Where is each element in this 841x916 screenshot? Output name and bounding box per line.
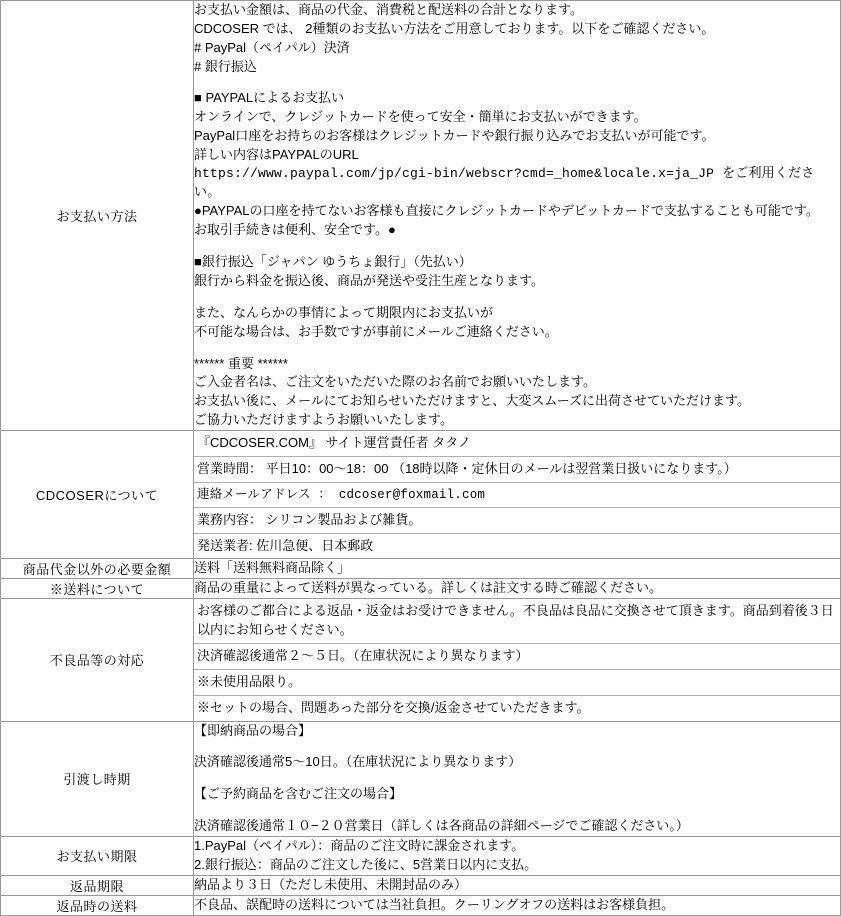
- text-line: お取引手続きは便利、安全です。●: [194, 222, 396, 238]
- row-content-return-shipping: [194, 895, 841, 915]
- text-line: お支払い金額は、商品の代金、消費税と配送料の合計となります。: [194, 2, 583, 17]
- table-body: [1, 1, 841, 916]
- row-label-extra-fees: 商品代金以外の必要金額: [1, 559, 194, 579]
- row-content-payment-deadline: [194, 836, 841, 875]
- row-content-extra-fees: [194, 559, 841, 579]
- text-line: ※未使用品限り。: [194, 670, 840, 696]
- text-line: ■ PAYPALによるお支払い: [194, 90, 345, 106]
- text-line: 決済確認後通常１０−２０営業日（詳しくは各商品の詳細ページでご確認ください。）: [194, 818, 689, 834]
- text-line: 決済確認後通常２〜５日。（在庫状況により異なります）: [194, 644, 840, 670]
- row-label-return-deadline: 返品期限: [1, 875, 194, 895]
- text-spacer: [194, 740, 840, 753]
- row-content-payment-method: [194, 1, 841, 431]
- text-line: # PayPal（ペイパル）決済: [194, 39, 350, 55]
- text-line: 営業時間： 平日10：00〜18：00 （18時以降・定休日のメールは翌営業日扱いになります。）: [194, 457, 840, 483]
- text-line: 詳しい内容はPAYPALのURL: [194, 146, 359, 162]
- text-line: 発送業者: 佐川急便、日本郵政: [197, 537, 374, 553]
- row-content-about: [194, 430, 841, 559]
- text-line: また、なんらかの事情によって期限内にお支払いが: [194, 304, 494, 320]
- table-row: [1, 1, 841, 431]
- text-spacer: [194, 342, 840, 355]
- row-label-delivery-time: 引渡し時期: [1, 721, 194, 836]
- text-spacer: [194, 76, 840, 89]
- row-content-return-deadline: [194, 875, 841, 895]
- text-line: ※セットの場合、問題あった部分を交換/返金させていただきます。: [197, 699, 590, 715]
- table-row: [1, 875, 841, 895]
- text-line: 業務内容： シリコン製品および雑貨。: [194, 508, 840, 534]
- text-line: ●PAYPALの口座を持てないお客様も直接にクレジットカードやデビットカードで支払することも可能です。: [194, 203, 819, 219]
- row-label-payment-deadline: お支払い期限: [1, 836, 194, 875]
- text-line: 不良品、誤配時の送料については当社負担。クーリングオフの送料はお客様負担。: [194, 896, 675, 912]
- text-line: 商品の重量によって送料が異なっている。詳しくは註文する時ご確認ください。: [194, 580, 663, 596]
- row-label-about: CDCOSERについて: [1, 430, 194, 559]
- text-spacer: [194, 772, 840, 785]
- text-spacer: [194, 240, 840, 253]
- table-row: [1, 599, 841, 721]
- text-line: # 銀行振込: [194, 58, 257, 74]
- table-row: [1, 836, 841, 875]
- paypal-url-line: https://www.paypal.com/jp/cgi-bin/webscr?cmd=_home&locale.x=ja_JP をご利用ください。: [194, 165, 815, 200]
- text-line: ご協力いただけますようお願いいたします。: [194, 412, 453, 428]
- table-row: [1, 579, 841, 599]
- row-content-delivery-time: [194, 721, 841, 836]
- text-line: 不可能な場合は、お手数ですが事前にメールご連絡ください。: [194, 323, 558, 339]
- text-line: ご入金者名は、ご注文をいただいた際のお名前でお願いいたします。: [194, 374, 596, 390]
- text-line: オンラインで、クレジットカードを使って安全・簡単にお支払いができます。: [194, 109, 647, 125]
- text-line: お客様のご都合による返品・返金はお受けできません。不良品は良品に交換させて頂きます。商品到着後３日以内にお知らせください。: [194, 599, 840, 644]
- text-line: ■銀行振込「ジャパン ゆうちょ銀行」（先払い）: [194, 254, 472, 270]
- text-line: CDCOSER では、 2種類のお支払い方法をご用意しております。以下をご確認ください。: [194, 20, 715, 36]
- row-label-payment-method: お支払い方法: [1, 1, 194, 431]
- row-label-return-shipping: 返品時の送料: [1, 895, 194, 915]
- row-content-defective: [194, 599, 841, 721]
- text-line: 【即納商品の場合】: [194, 722, 312, 738]
- row-content-shipping: [194, 579, 841, 599]
- table-row: [1, 559, 841, 579]
- text-line: お支払い後に、メールにてお知らせいただけますと、大変スムーズに出荷させていただけます。: [194, 393, 751, 409]
- text-spacer: [194, 291, 840, 304]
- table-row: [1, 721, 841, 836]
- text-line: 決済確認後通常5〜10日。（在庫状況により異なります）: [194, 754, 522, 770]
- text-line: 銀行から料金を振込後、商品が発送や受注生産となります。: [194, 272, 544, 288]
- text-line: 【ご予約商品を含むご注文の場合】: [194, 786, 403, 802]
- row-label-shipping: ※送料について: [1, 579, 194, 599]
- text-line: 1.PayPal（ペイパル）：商品のご注文時に課金されます。: [194, 837, 525, 853]
- text-line: 納品より３日（ただし未使用、未開封品のみ）: [194, 876, 468, 892]
- text-line: 送料「送料無料商品除く」: [194, 560, 351, 576]
- text-line: ****** 重要 ******: [194, 355, 288, 371]
- row-label-defective: 不良品等の対応: [1, 599, 194, 721]
- text-line: 2.銀行振込：商品のご注文した後に、5営業日以内に支払。: [194, 856, 538, 872]
- text-line: 『CDCOSER.COM』 サイト運営責任者 タタノ: [194, 431, 840, 457]
- text-line: PayPal口座をお持ちのお客様はクレジットカードや銀行振り込みでお支払いが可能です。: [194, 128, 715, 144]
- table-row: [1, 430, 841, 559]
- table-row: [1, 895, 841, 915]
- contact-email-line: 連絡メールアドレス ： cdcoser@foxmail.com: [194, 483, 840, 508]
- text-spacer: [194, 804, 840, 817]
